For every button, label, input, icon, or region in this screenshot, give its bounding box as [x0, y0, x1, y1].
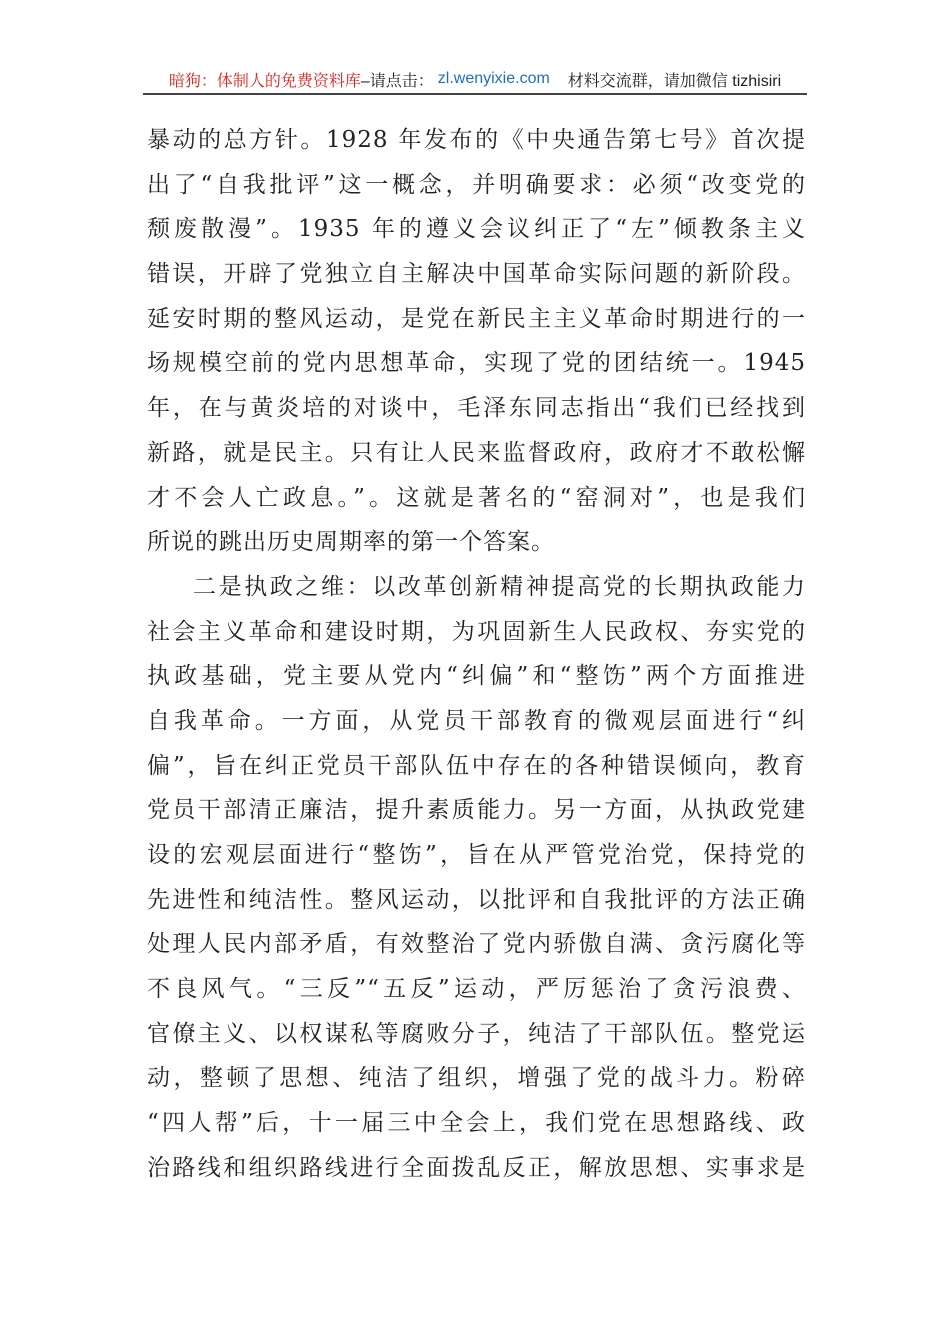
text-line: 治路线和组织路线进行全面拨乱反正，解放思想、实事求是 [147, 1154, 806, 1181]
text-line: 先进性和纯洁性。整风运动，以批评和自我批评的方法正确 [147, 886, 806, 913]
text-line: 自我革命。一方面，从党员干部教育的微观层面进行“纠 [147, 707, 806, 734]
text-line: 出了“自我批评”这一概念，并明确要求：必须“改变党的 [147, 171, 806, 198]
header-divider [143, 93, 807, 95]
text-line: “四人帮”后，十一届三中全会上，我们党在思想路线、政 [147, 1110, 806, 1137]
header-contact: 材料交流群，请加微信 tizhisiri [567, 72, 782, 90]
text-line: 延安时期的整风运动，是党在新民主主义革命时期进行的一 [147, 305, 806, 332]
text-line: 动，整顿了思想、纯洁了组织，增强了党的战斗力。粉碎 [147, 1065, 806, 1092]
text-line: 所说的跳出历史周期率的第一个答案。 [147, 529, 555, 556]
text-line: 执政基础，党主要从党内“纠偏”和“整饬”两个方面推进 [147, 663, 806, 690]
header-prompt: –请点击： [360, 72, 434, 90]
text-line: 官僚主义、以权谋私等腐败分子，纯洁了干部队伍。整党运 [147, 1020, 806, 1047]
text-line: 错误，开辟了党独立自主解决中国革命实际问题的新阶段。 [147, 261, 806, 288]
text-line: 暴动的总方针。1928 年发布的《中央通告第七号》首次提 [147, 127, 806, 153]
paragraph-heading-line: 二是执政之维：以改革创新精神提高党的长期执政能力 [193, 573, 806, 600]
text-line: 处理人民内部矛盾，有效整治了党内骄傲自满、贪污腐化等 [147, 931, 806, 958]
header-brand: 暗狗：体制人的免费资料库 [168, 72, 361, 90]
text-line: 场规模空前的党内思想革命，实现了党的团结统一。1945 [147, 350, 806, 377]
text-line: 设的宏观层面进行“整饬”，旨在从严管党治党，保持党的 [147, 842, 806, 868]
text-line: 新路，就是民主。只有让人民来监督政府，政府才不敢松懈 [147, 439, 806, 466]
text-line: 颓废散漫”。1935 年的遵义会议纠正了“左”倾教条主义 [147, 216, 806, 243]
text-line: 党员干部清正廉洁，提升素质能力。另一方面，从执政党建 [147, 797, 806, 824]
text-line: 年，在与黄炎培的对谈中，毛泽东同志指出“我们已经找到 [147, 395, 806, 422]
text-line: 社会主义革命和建设时期，为巩固新生人民政权、夯实党的 [147, 618, 806, 645]
text-line: 偏”，旨在纠正党员干部队伍中存在的各种错误倾向，教育 [147, 752, 806, 779]
header-link[interactable]: zl.wenyixie.com [437, 70, 550, 87]
document-body [147, 118, 806, 1191]
text-line: 才不会人亡政息。”。这就是著名的“窑洞对”，也是我们 [147, 484, 806, 511]
text-line: 不良风气。“三反”“五反”运动，严厉惩治了贪污浪费、 [147, 976, 806, 1003]
page-header [145, 66, 805, 92]
